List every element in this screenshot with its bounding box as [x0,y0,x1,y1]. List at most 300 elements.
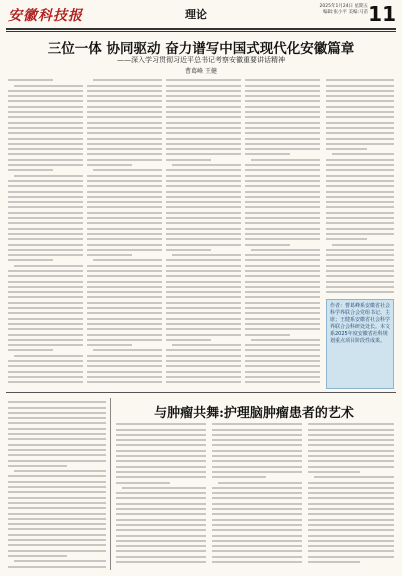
text-line [87,238,162,240]
text-line [8,79,53,81]
text-line [166,100,241,102]
text-line [8,438,106,440]
text-line [8,132,83,134]
text-line [8,412,106,414]
text-line [116,540,206,542]
text-line [8,217,83,219]
text-line [14,265,83,267]
text-line [87,339,162,341]
text-line [166,312,241,314]
text-line [245,212,320,214]
text-line [326,275,394,277]
text-line [87,191,162,193]
text-line [326,191,394,193]
text-line [8,518,106,520]
text-line [245,206,320,208]
text-line [166,302,241,304]
text-line [245,148,320,150]
text-line [8,550,106,552]
text-line [245,222,320,224]
text-line [245,318,320,320]
text-line [8,401,106,403]
text-line [166,90,241,92]
text-line [8,371,83,373]
text-line [116,545,206,547]
text-line [212,545,302,547]
text-line [245,254,320,256]
text-line [8,534,106,536]
text-line [326,143,394,145]
text-line [8,497,106,499]
text-line [87,85,162,87]
text-line [87,201,162,203]
text-line [326,238,367,240]
text-line [166,143,241,145]
text-line [116,492,206,494]
text-line [8,502,106,504]
text-line [326,185,394,187]
text-line [212,556,302,558]
text-line [326,259,394,261]
text-line [166,201,241,203]
text-line [8,291,83,293]
text-line [8,523,106,525]
text-line [87,233,162,235]
text-line [245,185,320,187]
text-line [326,148,367,150]
text-line [8,275,83,277]
text-line [116,476,206,478]
text-line [93,349,162,351]
article-subheadline: ——深入学习贯彻习近平总书记考察安徽重要讲话精神 [117,56,285,64]
text-line [87,222,162,224]
text-line [166,291,241,293]
text-line [8,238,83,240]
text-line [8,106,83,108]
text-line [8,407,106,409]
text-line [8,191,83,193]
text-line [8,153,83,155]
text-line [166,233,241,235]
text-line [326,175,394,177]
text-line [166,259,241,261]
text-line [245,238,320,240]
text-line [326,95,394,97]
text-line [116,550,206,552]
text-line [166,323,241,325]
text-line [166,169,241,171]
column-divider [110,398,111,570]
text-line [87,212,162,214]
article1-continued [8,398,106,568]
text-line [245,381,320,383]
text-line [14,175,83,177]
text-line [166,132,241,134]
text-line [245,169,320,171]
text-line [116,466,206,468]
text-line [308,423,394,425]
text-line [87,265,162,267]
text-line [116,482,170,484]
text-line [87,100,162,102]
text-line [245,376,320,378]
text-line [87,371,162,373]
text-line [116,503,206,505]
text-line [8,513,106,515]
text-line [212,535,302,537]
text-line [326,270,394,272]
text-line [116,455,206,457]
text-line [8,544,106,546]
text-line [8,566,106,568]
text-line [245,175,320,177]
text-line [245,106,320,108]
text-line [308,455,394,457]
text-line [8,270,83,272]
newspaper-logo: 安徽科技报 [8,8,83,24]
text-line [8,481,106,483]
text-line [166,249,211,251]
text-line [8,95,83,97]
article2-headline: 与肿瘤共舞:护理脑肿瘤患者的艺术 [154,406,354,421]
text-line [8,339,83,341]
text-line [8,90,83,92]
text-line [116,434,206,436]
text-line [212,497,302,499]
text-line [308,444,394,446]
text-line [251,159,320,161]
text-line [166,328,241,330]
text-line [166,206,241,208]
text-line [8,201,83,203]
text-line [116,513,206,515]
text-line [166,307,241,309]
text-line [326,180,394,182]
text-line [8,433,106,435]
text-line [245,90,320,92]
text-line [308,439,394,441]
text-line [245,334,290,336]
text-line [14,85,83,87]
text-line [8,164,83,166]
text-line [245,138,320,140]
masthead [0,0,402,30]
text-line [166,355,241,357]
text-line [212,540,302,542]
text-line [245,302,320,304]
text-line [93,259,162,261]
text-line [308,492,394,494]
text-line [166,85,241,87]
text-line [326,254,394,256]
text-line [8,475,106,477]
text-line [8,334,83,336]
date-text: 2025年1月24日 星期五 [319,4,368,9]
text-line [166,244,241,246]
text-line [245,323,320,325]
text-line [87,106,162,108]
text-line [326,85,394,87]
text-line [245,349,320,351]
text-line [245,132,320,134]
text-line [116,423,206,425]
text-line [212,492,302,494]
article2-col1 [116,420,206,568]
text-line [245,85,320,87]
text-line [166,281,241,283]
text-line [308,524,394,526]
text-line [8,249,83,251]
author-info-box [326,299,394,389]
text-line [87,360,162,362]
text-line [166,116,241,118]
text-line [87,312,162,314]
text-line [326,201,394,203]
text-line [326,127,394,129]
text-line [308,540,394,542]
text-line [87,159,162,161]
text-line [87,122,162,124]
text-line [116,471,206,473]
text-line [166,371,241,373]
text-line [8,222,83,224]
text-line [8,244,83,246]
text-line [212,471,302,473]
text-line [172,254,241,256]
text-line [166,238,241,240]
text-line [166,265,241,267]
text-line [326,196,394,198]
text-line [166,360,241,362]
text-line [87,318,162,320]
dateline [320,4,368,16]
text-line [116,556,206,558]
text-line [245,111,320,113]
text-line [212,524,302,526]
text-line [87,291,162,293]
text-line [87,355,162,357]
text-line [326,222,394,224]
text-line [326,281,394,283]
text-line [8,138,83,140]
text-line [245,312,320,314]
text-line [166,286,241,288]
text-line [87,175,162,177]
text-line [8,365,83,367]
text-line [87,138,162,140]
editor-text: 编辑:张小平 美编:马苗 [323,10,368,15]
text-line [326,79,394,81]
text-line [8,302,83,304]
text-line [166,318,241,320]
text-line [308,529,394,531]
text-line [245,355,320,357]
text-line [166,381,241,383]
text-line [326,169,394,171]
text-line [8,148,83,150]
text-line [326,291,394,293]
text-line [87,302,162,304]
text-line [212,429,302,431]
text-line [116,561,206,563]
text-line [87,270,162,272]
article1-col5 [326,76,394,296]
text-line [8,286,83,288]
text-line [245,281,320,283]
text-line [8,344,83,346]
text-line [166,127,241,129]
article-headline: 三位一体 协同驱动 奋力谱写中国式现代化安徽篇章 [47,41,355,57]
text-line [8,127,83,129]
text-line [245,217,320,219]
text-line [245,371,320,373]
text-line [166,222,241,224]
text-line [8,449,106,451]
text-line [87,217,162,219]
text-line [166,376,241,378]
text-line [87,228,162,230]
text-line [308,466,394,468]
text-line [116,519,206,521]
text-line [332,153,394,155]
text-line [245,153,290,155]
text-line [166,228,241,230]
text-line [326,233,394,235]
text-line [245,127,320,129]
article2-col2 [212,420,302,568]
text-line [87,286,162,288]
text-line [8,159,83,161]
text-line [8,491,106,493]
text-line [87,275,162,277]
text-line [308,550,394,552]
text-line [166,212,241,214]
text-line [245,143,320,145]
text-line [245,360,320,362]
text-line [166,95,241,97]
text-line [87,164,132,166]
text-line [166,275,241,277]
text-line [245,196,320,198]
text-line [245,328,320,330]
text-line [8,460,106,462]
text-line [87,281,162,283]
author-info-text: 作者：曹葛峰系安徽省社会科学界联合会党组书记、主席；王健系安徽省社会科学界联合会科研处处长。本文系2025年度安徽省社科规划重点项目阶段性成果。 [330,303,391,344]
text-line [8,360,83,362]
text-line [166,217,241,219]
text-line [8,100,83,102]
text-line [87,196,162,198]
text-line [87,254,132,256]
text-line [8,428,106,430]
text-line [212,487,302,489]
text-line [308,482,394,484]
header-rule [6,28,396,30]
text-line [212,513,302,515]
text-line [8,555,67,557]
text-line [326,111,394,113]
text-line [8,122,83,124]
article-separator [6,392,396,393]
text-line [8,444,106,446]
text-line [308,513,394,515]
text-line [245,275,320,277]
text-line [8,143,83,145]
text-line [212,519,302,521]
text-line [14,560,106,562]
text-line [212,503,302,505]
text-line [87,328,162,330]
text-line [212,434,302,436]
text-line [8,307,83,309]
text-line [308,487,394,489]
text-line [308,434,394,436]
text-line [8,312,83,314]
text-line [172,164,241,166]
text-line [8,422,106,424]
text-line [166,79,241,81]
text-line [8,417,106,419]
text-line [116,524,206,526]
text-line [326,228,394,230]
text-line [8,539,106,541]
text-line [166,296,241,298]
article1-col2 [87,76,162,386]
text-line [166,175,241,177]
text-line [245,365,320,367]
text-line [87,143,162,145]
text-line [8,185,83,187]
text-line [166,153,241,155]
text-line [8,233,83,235]
text-line [87,206,162,208]
text-line [245,244,290,246]
text-line [245,116,320,118]
text-line [245,259,320,261]
article1-col4 [245,76,320,386]
text-line [87,244,162,246]
text-line [308,471,360,473]
text-line [8,196,83,198]
header-rule-thin [6,31,396,32]
text-line [245,122,320,124]
text-line [172,344,241,346]
text-line [8,111,83,113]
text-line [116,444,206,446]
text-line [326,286,394,288]
text-line [87,323,162,325]
text-line [8,296,83,298]
text-line [326,249,394,251]
text-line [326,106,394,108]
text-line [8,454,106,456]
text-line [8,212,83,214]
text-line [245,296,320,298]
text-line [8,328,83,330]
text-line [87,185,162,187]
article1-col3 [166,76,241,386]
text-line [8,116,83,118]
section-title: 理论 [185,8,207,21]
text-line [245,233,320,235]
text-line [87,307,162,309]
text-line [8,376,83,378]
text-line [326,132,394,134]
text-line [326,159,394,161]
text-line [245,100,320,102]
text-line [308,503,394,505]
text-line [212,460,302,462]
